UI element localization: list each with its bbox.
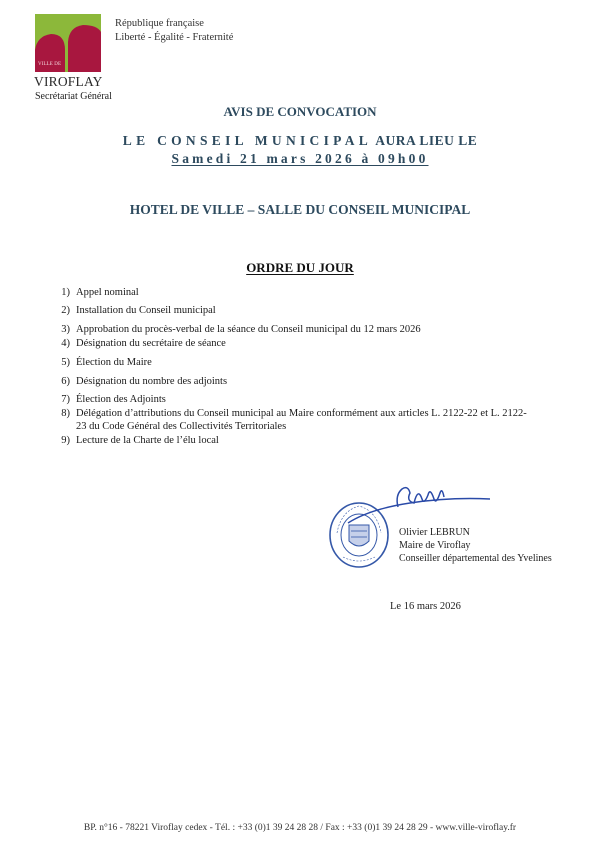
agenda-item-number: 2) xyxy=(61,305,70,316)
agenda-item xyxy=(52,394,562,406)
agenda-item-number: 8) xyxy=(61,408,70,419)
agenda-item xyxy=(52,376,562,388)
agenda-heading-text: ORDRE DU JOUR xyxy=(246,260,354,275)
footer-contact: BP. n°16 - 78221 Viroflay cedex - Tél. : +33 (0)1 39 24 28 28 / Fax : +33 (0)1 39 24 28 29 - www.ville-viroflay.fr xyxy=(83,823,517,833)
meeting-location: HOTEL DE VILLE – SALLE DU CONSEIL MUNICIPAL xyxy=(129,202,471,217)
agenda-item-text: Approbation du procès-verbal de la séance du Conseil municipal du 12 mars 2026 xyxy=(76,324,421,335)
agenda-item xyxy=(52,435,562,447)
agenda-item-text: Appel nominal xyxy=(76,287,139,298)
meeting-date-text: Samedi 21 mars 2026 à 09h00 xyxy=(171,151,429,166)
agenda-heading xyxy=(0,260,600,276)
meeting-announcement xyxy=(0,133,600,149)
agenda-item-text-continued: 23 du Code Général des Collectivités Territoriales xyxy=(76,421,287,432)
agenda-item xyxy=(52,287,562,299)
agenda-item-number: 3) xyxy=(61,324,70,335)
agenda-item-text: Délégation d’attributions du Conseil municipal au Maire conformément aux articles L. 2122-22 et L. 2122- xyxy=(76,408,527,419)
motto-line: Liberté - Égalité - Fraternité xyxy=(115,32,234,43)
agenda-item-number: 6) xyxy=(61,376,70,387)
department-name: Secrétariat Général xyxy=(35,91,112,102)
logo-city-name: VIROFLAY xyxy=(34,74,103,89)
agenda-item-number: 5) xyxy=(61,357,70,368)
signatory-block xyxy=(399,526,552,565)
logo-ville-de-text: VILLE DE xyxy=(38,62,62,67)
agenda-item xyxy=(52,408,562,420)
notice-title: AVIS DE CONVOCATION xyxy=(223,104,377,119)
agenda-item-number: 1) xyxy=(61,287,70,298)
agenda-item-text: Désignation du nombre des adjoints xyxy=(76,376,228,387)
handwritten-signature xyxy=(340,477,500,527)
agenda-item xyxy=(52,305,562,317)
agenda-item-text: Lecture de la Charte de l’élu local xyxy=(76,435,219,446)
agenda-item-text: Désignation du secrétaire de séance xyxy=(76,338,226,349)
agenda-item-continuation xyxy=(52,421,562,433)
signatory-name: Olivier LEBRUN xyxy=(399,527,470,538)
agenda-item xyxy=(52,338,562,350)
agenda-item-text: Installation du Conseil municipal xyxy=(76,305,216,316)
announcement-part-2: AURA LIEU LE xyxy=(372,133,478,148)
republic-line: République française xyxy=(115,18,204,29)
republic-motto xyxy=(115,17,233,45)
agenda-item-number: 4) xyxy=(61,338,70,349)
signatory-role-2: Conseiller départemental des Yvelines xyxy=(399,553,552,564)
agenda-item-text: Élection des Adjoints xyxy=(76,394,166,405)
agenda-item xyxy=(52,324,562,336)
agenda-item-text: Élection du Maire xyxy=(76,357,152,368)
signatory-role: Maire de Viroflay xyxy=(399,540,471,551)
meeting-date xyxy=(0,151,600,167)
agenda-item xyxy=(52,357,562,369)
agenda-item-number: 7) xyxy=(61,394,70,405)
agenda-item-number: 9) xyxy=(61,435,70,446)
signature-date: Le 16 mars 2026 xyxy=(390,601,461,612)
announcement-part-1: LE CONSEIL MUNICIPAL xyxy=(122,133,373,148)
